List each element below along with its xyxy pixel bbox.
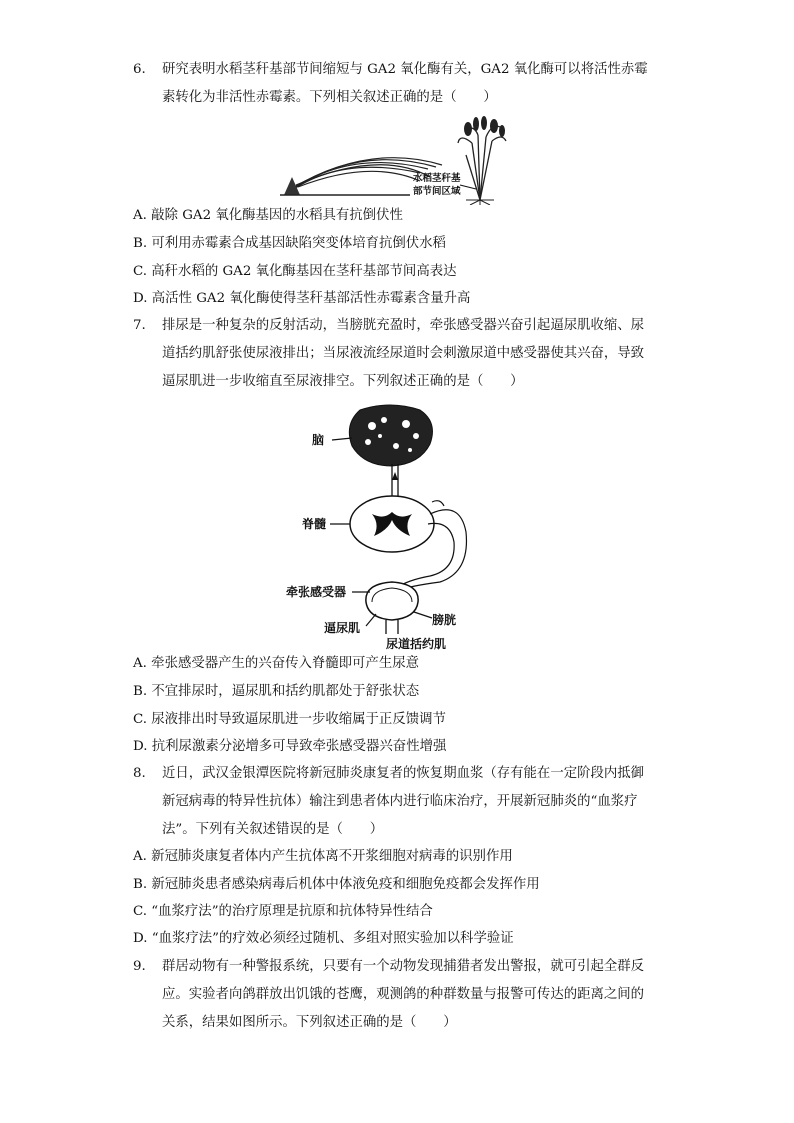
question-6-number: 6. <box>133 62 146 77</box>
spinal-cord-label: 脊髓 <box>302 517 327 531</box>
stem-region-label-2: 部节间区域 <box>413 186 461 197</box>
question-7-option-a: A. 牵张感受器产生的兴奋传入脊髓即可产生尿意 <box>133 656 419 671</box>
question-9-stem-line-3: 关系，结果如图所示。下列叙述正确的是（ ） <box>162 1015 457 1030</box>
question-8-stem-line-2: 新冠病毒的特异性抗体）输注到患者体内进行临床治疗，开展新冠肺炎的“血浆疗 <box>162 794 638 809</box>
urination-reflex-figure <box>280 402 500 652</box>
question-7-option-c: C. 尿液排出时导致逼尿肌进一步收缩属于正反馈调节 <box>133 712 446 727</box>
question-7-option-b: B. 不宜排尿时，逼尿肌和括约肌都处于舒张状态 <box>133 684 420 699</box>
question-8-option-a: A. 新冠肺炎康复者体内产生抗体离不开浆细胞对病毒的识别作用 <box>133 849 513 864</box>
question-8-option-c: C. “血浆疗法”的治疗原理是抗原和抗体特异性结合 <box>133 904 433 919</box>
stem-region-label-1: 水稻茎秆基 <box>413 173 461 184</box>
question-7-stem-line-3: 逼尿肌进一步收缩直至尿液排空。下列叙述正确的是（ ） <box>162 374 524 389</box>
rice-stem-figure <box>280 115 520 205</box>
question-6-option-d: D. 高活性 GA2 氧化酶使得茎秆基部活性赤霉素含量升高 <box>133 291 471 306</box>
question-7-option-d: D. 抗利尿激素分泌增多可导致牵张感受器兴奋性增强 <box>133 739 447 754</box>
question-8-stem-line-3: 法”。下列有关叙述错误的是（ ） <box>162 822 384 837</box>
question-7-number: 7. <box>133 318 146 333</box>
question-8-option-b: B. 新冠肺炎患者感染病毒后机体中体液免疫和细胞免疫都会发挥作用 <box>133 877 540 892</box>
question-9-stem-line-1: 群居动物有一种警报系统，只要有一个动物发现捕猎者发出警报，就可引起全群反 <box>162 959 645 974</box>
question-6-stem-line-1: 研究表明水稻茎秆基部节间缩短与 GA2 氧化酶有关，GA2 氧化酶可以将活性赤霉 <box>162 62 648 77</box>
question-6-option-a: A. 敲除 GA2 氧化酶基因的水稻具有抗倒伏性 <box>133 208 403 223</box>
question-9-number: 9. <box>133 959 146 974</box>
question-7-stem-line-1: 排尿是一种复杂的反射活动，当膀胱充盈时，牵张感受器兴奋引起逼尿肌收缩、尿 <box>162 318 645 333</box>
question-7-stem-line-2: 道括约肌舒张使尿液排出；当尿液流经尿道时会刺激尿道中感受器使其兴奋，导致 <box>162 346 645 361</box>
stretch-receptor-label: 牵张感受器 <box>286 585 347 599</box>
question-8-stem-line-1: 近日，武汉金银潭医院将新冠肺炎康复者的恢复期血浆（存有能在一定阶段内抵御 <box>162 766 645 781</box>
question-8-number: 8. <box>133 766 146 781</box>
sphincter-label: 尿道括约肌 <box>386 637 447 651</box>
brain-label: 脑 <box>312 433 325 447</box>
question-6-stem-line-2: 素转化为非活性赤霉素。下列相关叙述正确的是（ ） <box>162 90 497 105</box>
question-9-stem-line-2: 应。实验者向鸽群放出饥饿的苍鹰，观测鸽的种群数量与报警可传达的距离之间的 <box>162 987 645 1002</box>
detrusor-label: 逼尿肌 <box>324 621 361 635</box>
question-8-option-d: D. “血浆疗法”的疗效必须经过随机、多组对照实验加以科学验证 <box>133 931 514 946</box>
bladder-label: 膀胱 <box>432 613 457 627</box>
question-6-option-b: B. 可利用赤霉素合成基因缺陷突变体培育抗倒伏水稻 <box>133 236 446 251</box>
question-6-option-c: C. 高秆水稻的 GA2 氧化酶基因在茎秆基部节间高表达 <box>133 264 457 279</box>
